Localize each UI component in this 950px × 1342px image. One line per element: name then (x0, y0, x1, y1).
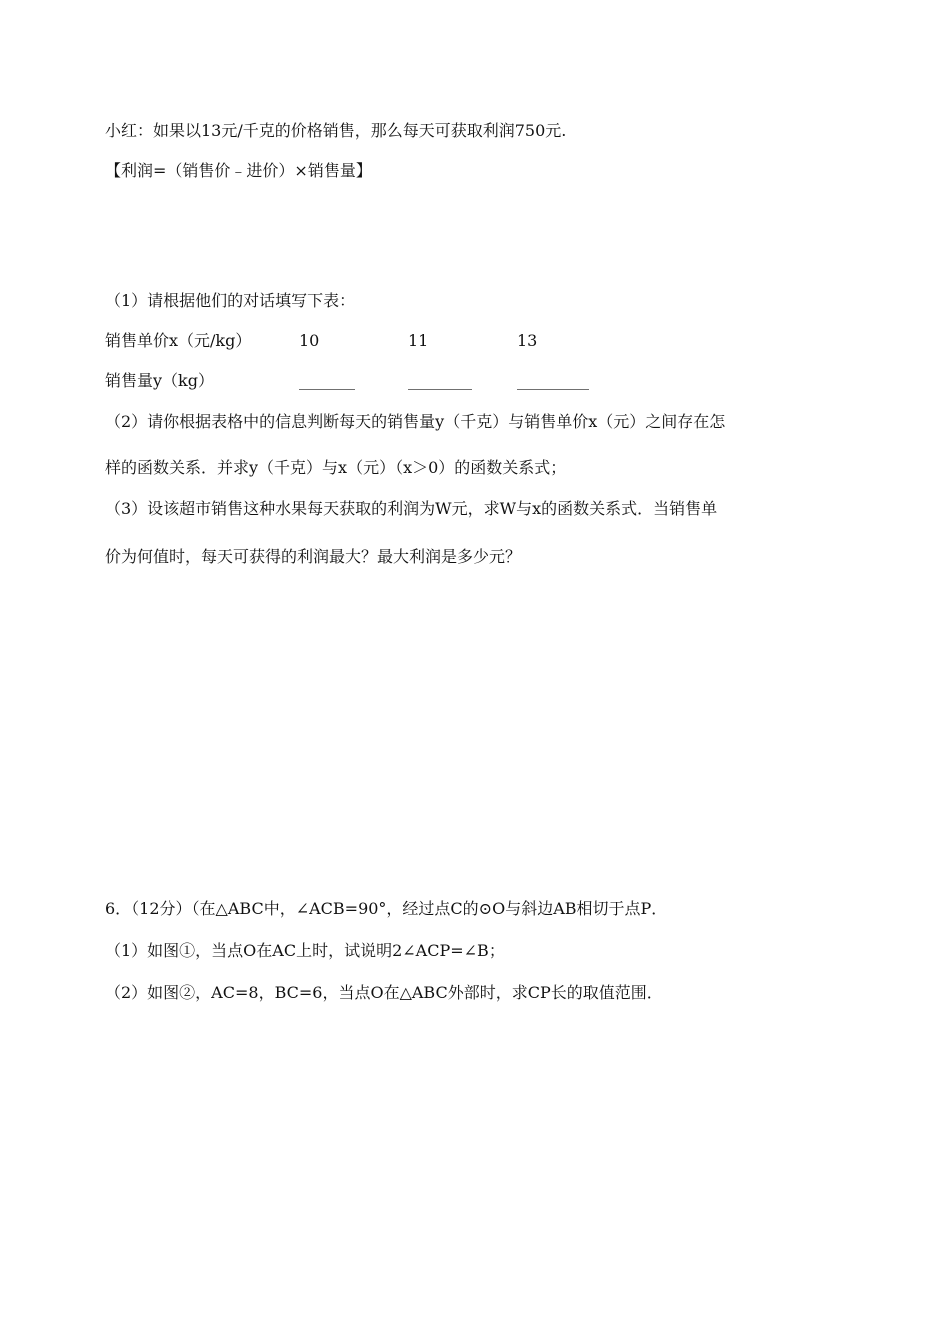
q5-part1: （1）请根据他们的对话填写下表： (105, 291, 356, 310)
table-value-3: 13 (517, 331, 538, 350)
table-value-1: 10 (299, 331, 320, 350)
profit-formula: 【利润=（销售价﹣进价）×销售量】 (105, 161, 372, 180)
table-value-2: 11 (408, 331, 429, 350)
q5-part2-line1: （2）请你根据表格中的信息判断每天的销售量y（千克）与销售单价x（元）之间存在怎 (105, 412, 726, 431)
q6-part2: （2）如图②，AC=8，BC=6，当点O在△ABC外部时，求CP长的取值范围． (105, 983, 663, 1002)
q5-part2-line2: 样的函数关系．并求y（千克）与x（元）（x＞0）的函数关系式； (105, 458, 567, 477)
blank-2: ________ (408, 371, 472, 390)
dialogue-xiaohong: 小红：如果以13元/千克的价格销售，那么每天可获取利润750元. (105, 121, 567, 140)
q5-part3-line2: 价为何值时，每天可获得的利润最大？最大利润是多少元？ (105, 547, 522, 566)
q6-stem: 6．（12分）（在△ABC中，∠ACB=90°，经过点C的⊙O与斜边AB相切于点P． (105, 899, 668, 918)
blank-3: _________ (517, 371, 589, 390)
table-row1-label: 销售单价x（元/kg） (105, 331, 252, 350)
table-row2-label: 销售量y（kg） (105, 371, 214, 390)
q6-part1: （1）如图①，当点O在AC上时，试说明2∠ACP=∠B； (105, 941, 505, 960)
blank-1: _______ (299, 371, 355, 390)
q5-part3-line1: （3）设该超市销售这种水果每天获取的利润为W元，求W与x的函数关系式．当销售单 (105, 499, 718, 518)
